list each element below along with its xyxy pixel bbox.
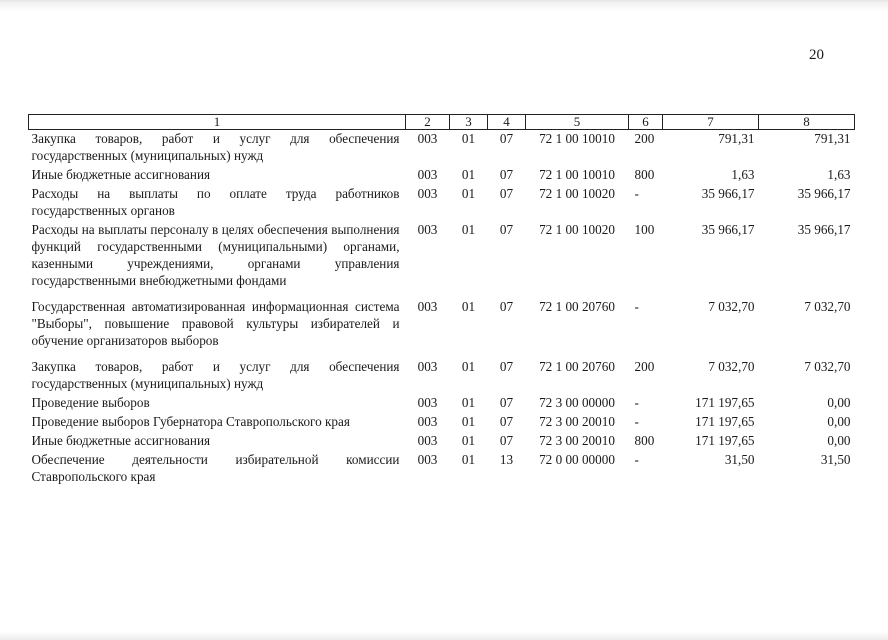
scan-edge-top (0, 0, 888, 12)
row-col-7: 171 197,65 (695, 395, 755, 410)
header-col-5: 5 (526, 115, 629, 130)
row-col-5: 72 3 00 20010 (539, 433, 615, 448)
row-col-3: 01 (461, 167, 476, 182)
row-col-6: - (634, 452, 639, 467)
row-col-8: 0,00 (827, 433, 851, 448)
row-col-8: 35 966,17 (797, 222, 851, 237)
header-col-2: 2 (406, 115, 450, 130)
row-col-6: 100 (634, 222, 655, 237)
row-col-6: 800 (634, 433, 655, 448)
row-col-6: - (634, 299, 639, 314)
row-col-6: - (634, 414, 639, 429)
row-col-8: 1,63 (827, 167, 851, 182)
row-col-4: 07 (499, 395, 514, 410)
row-col-7: 7 032,70 (708, 299, 755, 314)
header-col-6: 6 (629, 115, 663, 130)
row-col-7: 791,31 (718, 131, 755, 146)
row-col-2: 003 (417, 359, 438, 374)
row-name: Закупка товаров, работ и услуг для обеспечения государственных (муниципальных) нужд (31, 359, 400, 391)
row-col-8: 7 032,70 (804, 359, 851, 374)
table-row (29, 221, 855, 298)
row-col-7: 35 966,17 (701, 222, 755, 237)
header-col-1: 1 (29, 115, 406, 130)
row-col-2: 003 (417, 222, 438, 237)
row-col-5: 72 1 00 20760 (539, 299, 615, 314)
row-col-3: 01 (461, 452, 476, 467)
row-name: Иные бюджетные ассигнования (31, 167, 211, 182)
row-col-8: 791,31 (814, 131, 851, 146)
row-col-2: 003 (417, 131, 438, 146)
row-col-2: 003 (417, 414, 438, 429)
row-col-4: 07 (499, 359, 514, 374)
row-col-6: - (634, 186, 639, 201)
row-col-8: 0,00 (827, 395, 851, 410)
row-col-6: 200 (634, 131, 655, 146)
row-col-8: 31,50 (820, 452, 851, 467)
table-header-row (29, 115, 855, 130)
row-col-2: 003 (417, 299, 438, 314)
row-col-3: 01 (461, 433, 476, 448)
row-col-7: 171 197,65 (695, 433, 755, 448)
header-col-8: 8 (759, 115, 855, 130)
row-col-5: 72 1 00 10020 (539, 186, 615, 201)
table-row (29, 413, 855, 432)
row-name: Проведение выборов (31, 395, 150, 410)
header-col-7: 7 (663, 115, 759, 130)
row-name: Расходы на выплаты по оплате труда работников государственных органов (31, 186, 400, 218)
row-col-4: 07 (499, 299, 514, 314)
row-col-5: 72 3 00 20010 (539, 414, 615, 429)
row-col-2: 003 (417, 452, 438, 467)
page-number: 20 (809, 47, 824, 63)
row-col-4: 07 (499, 186, 514, 201)
row-col-8: 7 032,70 (804, 299, 851, 314)
scan-edge-bottom (0, 632, 888, 640)
row-name: Проведение выборов Губернатора Ставропольского края (31, 414, 350, 429)
table-row (29, 166, 855, 185)
table-row (29, 451, 855, 487)
row-col-3: 01 (461, 299, 476, 314)
row-col-5: 72 3 00 00000 (539, 395, 615, 410)
row-col-7: 1,63 (731, 167, 755, 182)
row-col-3: 01 (461, 414, 476, 429)
row-col-4: 07 (499, 167, 514, 182)
row-col-7: 7 032,70 (708, 359, 755, 374)
table-row (29, 358, 855, 394)
header-col-3: 3 (450, 115, 488, 130)
row-col-8: 35 966,17 (797, 186, 851, 201)
row-name: Расходы на выплаты персоналу в целях обеспечения выполнения функций государственными (муниципальными) органами, казенными учреждениями, органами управления государственными внебюджетными фондами (31, 222, 400, 288)
row-col-6: 800 (634, 167, 655, 182)
row-col-3: 01 (461, 395, 476, 410)
row-col-2: 003 (417, 395, 438, 410)
row-col-4: 07 (499, 131, 514, 146)
row-col-6: - (634, 395, 639, 410)
row-col-2: 003 (417, 186, 438, 201)
row-col-2: 003 (417, 167, 438, 182)
row-col-5: 72 1 00 10010 (539, 131, 615, 146)
row-name: Государственная автоматизированная информационная система "Выборы", повышение правовой культуры избирателей и обучение организаторов выборов (31, 299, 400, 348)
table-row (29, 185, 855, 221)
row-col-3: 01 (461, 222, 476, 237)
row-col-3: 01 (461, 186, 476, 201)
row-col-5: 72 1 00 10020 (539, 222, 615, 237)
row-col-6: 200 (634, 359, 655, 374)
table-row (29, 432, 855, 451)
row-col-7: 35 966,17 (701, 186, 755, 201)
row-col-4: 07 (499, 414, 514, 429)
row-name: Обеспечение деятельности избирательной комиссии Ставропольского края (31, 452, 400, 484)
row-col-2: 003 (417, 433, 438, 448)
row-col-3: 01 (461, 359, 476, 374)
row-col-8: 0,00 (827, 414, 851, 429)
row-col-4: 07 (499, 222, 514, 237)
row-col-5: 72 0 00 00000 (539, 452, 615, 467)
row-col-4: 13 (499, 452, 514, 467)
row-col-5: 72 1 00 10010 (539, 167, 615, 182)
row-name: Иные бюджетные ассигнования (31, 433, 211, 448)
table-row (29, 298, 855, 358)
table-row (29, 130, 855, 167)
header-col-4: 4 (488, 115, 526, 130)
budget-table (28, 114, 855, 487)
row-col-4: 07 (499, 433, 514, 448)
row-col-5: 72 1 00 20760 (539, 359, 615, 374)
row-col-3: 01 (461, 131, 476, 146)
table-row (29, 394, 855, 413)
row-col-7: 171 197,65 (695, 414, 755, 429)
row-name: Закупка товаров, работ и услуг для обеспечения государственных (муниципальных) нужд (31, 131, 400, 163)
row-col-7: 31,50 (724, 452, 755, 467)
